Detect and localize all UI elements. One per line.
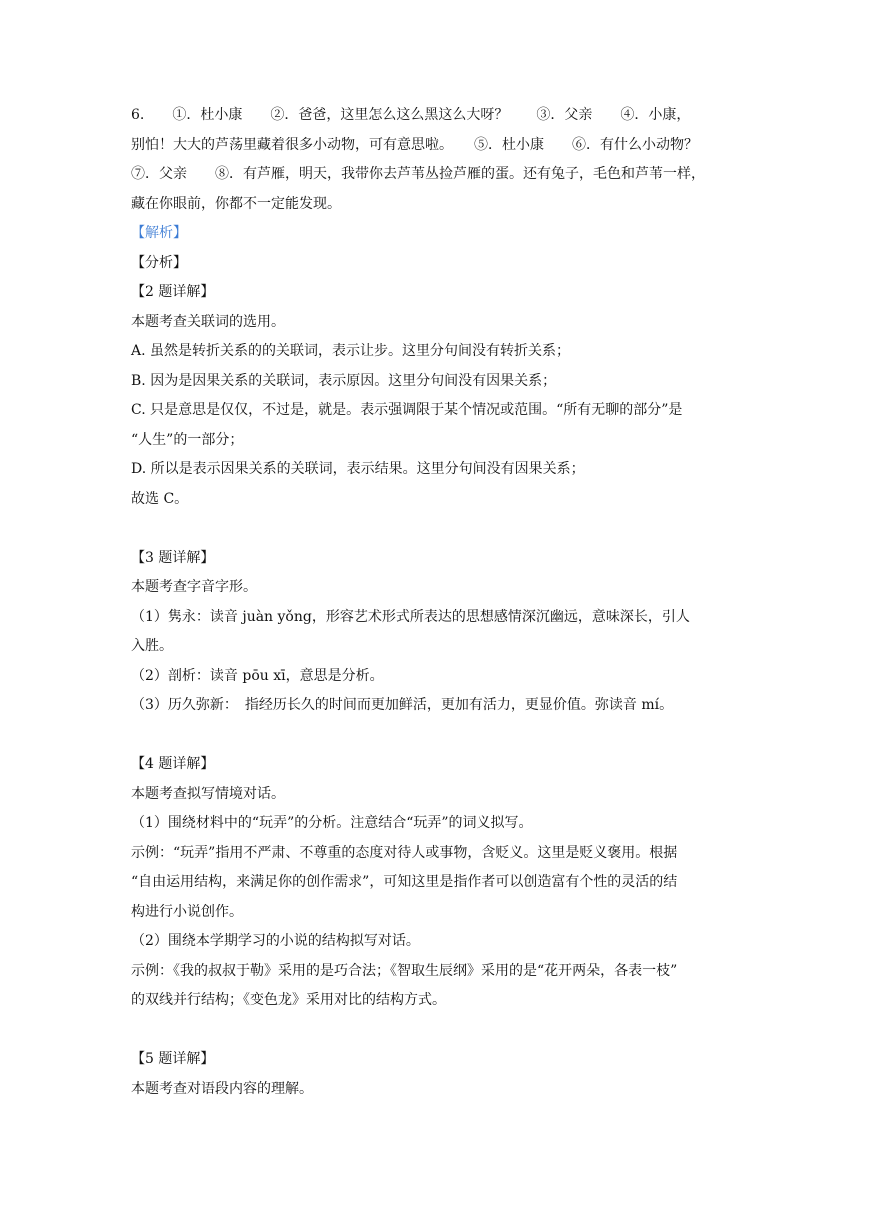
section-3-item-1-line-2: 入胜。 bbox=[131, 638, 173, 654]
section-2-intro: 本题考查关联词的选用。 bbox=[131, 313, 285, 330]
analysis-label: 【解析】 bbox=[131, 225, 187, 241]
section-3-item-3: （3）历久弥新： 指经历长久的时间而更加鲜活，更加有活力，更显价值。弥读音 mí。 bbox=[131, 697, 674, 713]
section-4-intro: 本题考查拟写情境对话。 bbox=[131, 785, 285, 802]
spacer bbox=[131, 721, 741, 751]
section-3-heading: 【3 题详解】 bbox=[131, 549, 215, 566]
spacer bbox=[131, 514, 741, 544]
section-2-option-c-line-2: “人生”的一部分； bbox=[131, 431, 244, 448]
section-2-option-b: B. 因为是因果关系的关联词，表示原因。这里分句间没有因果关系； bbox=[131, 372, 557, 389]
section-2-answer: 故选 C。 bbox=[131, 490, 189, 507]
section-2-option-d: D. 所以是表示因果关系的关联词，表示结果。这里分句间没有因果关系； bbox=[131, 461, 585, 477]
section-4-item-1: （1）围绕材料中的“玩弄”的分析。注意结合“玩弄”的词义拟写。 bbox=[131, 815, 533, 831]
fenxi-heading: 【分析】 bbox=[131, 254, 187, 271]
q6-answer-line-4: 藏在你眼前，你都不一定能发现。 bbox=[131, 195, 341, 212]
section-4-example-1-line-1: 示例：“玩弄”指用不严肃、不尊重的态度对待人或事物，含贬义。这里是贬义褒用。根据 bbox=[131, 844, 678, 861]
section-3-item-1-line-1: （1）隽永：读音 juàn yǒng，形容艺术形式所表达的思想感情深沉幽远，意味深长，引人 bbox=[131, 608, 690, 625]
section-4-example-2-line-1: 示例：《我的叔叔于勒》采用的是巧合法；《智取生辰纲》采用的是“花开两朵，各表一枝” bbox=[131, 962, 678, 979]
section-4-example-2-line-2: 的双线并行结构；《变色龙》采用对比的结构方式。 bbox=[131, 992, 446, 1008]
section-2-option-c-line-1: C. 只是意思是仅仅，不过是，就是。表示强调限于某个情况或范围。“所有无聊的部分”是 bbox=[131, 402, 683, 418]
section-2-option-a: A. 虽然是转折关系的的关联词，表示让步。这里分句间没有转折关系； bbox=[131, 343, 571, 359]
section-5-heading: 【5 题详解】 bbox=[131, 1051, 215, 1067]
section-4-item-2: （2）围绕本学期学习的小说的结构拟写对话。 bbox=[131, 933, 420, 949]
section-4-example-1-line-2: “自由运用结构，来满足你的创作需求”，可知这里是指作者可以创造富有个性的灵活的结 bbox=[131, 874, 678, 890]
section-4-example-1-line-3: 构进行小说创作。 bbox=[131, 903, 243, 920]
section-4-heading: 【4 题详解】 bbox=[131, 756, 215, 772]
section-5-intro: 本题考查对语段内容的理解。 bbox=[131, 1080, 313, 1097]
section-3-intro: 本题考查字音字形。 bbox=[131, 579, 257, 595]
spacer bbox=[131, 1016, 741, 1046]
section-3-item-2: （2）剖析：读音 pōu xī，意思是分析。 bbox=[131, 667, 384, 684]
document-page bbox=[131, 101, 741, 1104]
q6-answer-line-3: ⑦．父亲 ⑧．有芦雁，明天，我带你去芦苇丛捡芦雁的蛋。还有兔子，毛色和芦苇一样， bbox=[131, 166, 705, 182]
q6-answer-line-1: 6. ①．杜小康 ②．爸爸，这里怎么这么黑这么大呀？ ③．父亲 ④．小康， bbox=[131, 107, 691, 123]
section-2-heading: 【2 题详解】 bbox=[131, 284, 215, 300]
q6-answer-line-2: 别怕！大大的芦荡里藏着很多小动物，可有意思啦。 ⑤．杜小康 ⑥．有什么小动物？ bbox=[131, 136, 698, 153]
